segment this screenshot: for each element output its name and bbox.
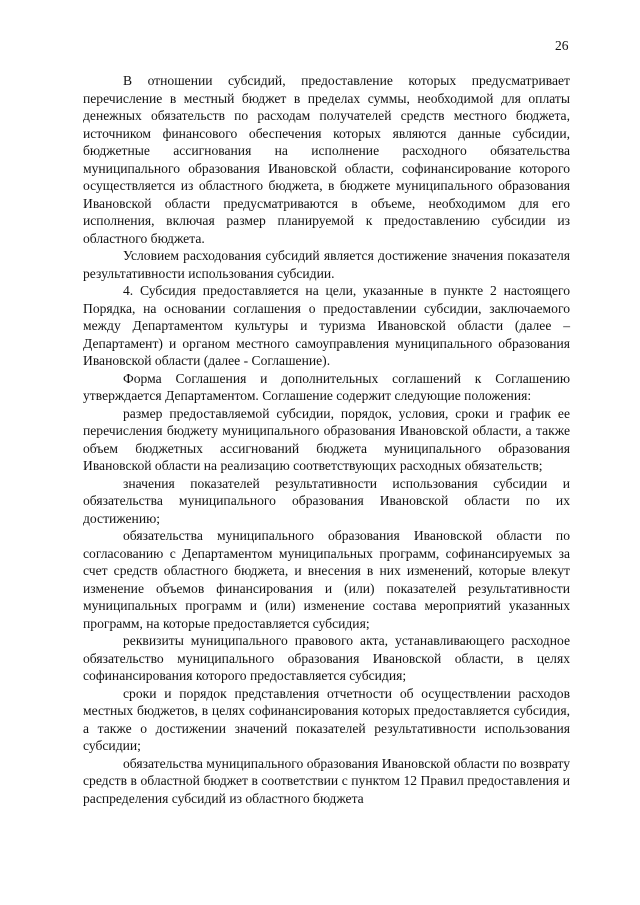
paragraph-reporting: сроки и порядок представления отчетности об осуществлении расходов местных бюджетов, в целях софинансирования которых предоставляется субсидия, а также о достижении значений показателей результативности использования субсидии; [83,685,570,753]
paragraph-spending-condition: Условием расходования субсидий является достижение значения показателя результативности использования субсидии. [83,248,570,281]
paragraph-subsidy-size: размер предоставляемой субсидии, порядок, условия, сроки и график ее перечисления бюджету муниципального образования Ивановской области, а также объем бюджетных ассигнований бюджета муниципального образования Ивановской области на реализацию соответствующих расходных обязательств; [83,405,570,473]
document-body [83,72,570,807]
paragraph-performance-indicators: значения показателей результативности использования субсидии и обязательства муниципального образования Ивановской области по их достижению; [83,475,570,526]
paragraph-legal-act-details: реквизиты муниципального правового акта, устанавливающего расходное обязательство муниципального образования Ивановской области, в целях софинансирования которого предоставляется субсидия; [83,633,570,683]
paragraph-program-approval: обязательства муниципального образования Ивановской области по согласованию с Департаментом муниципальных программ, софинансируемых за счет средств областного бюджета, и внесения в них изменений, которые влекут изменение объемов финансирования и (или) показателей результативности муниципальных программ и (или) изменение состава мероприятий указанных программ, на которые предоставляется субсидия; [83,528,570,631]
paragraph-item-4: 4. Субсидия предоставляется на цели, указанные в пункте 2 настоящего Порядка, на основании соглашения о предоставлении субсидии, заключаемого между Департаментом культуры и туризма Ивановской области (далее – Департамент) и органом местного самоуправления муниципального образования Ивановской области (далее - Соглашение). [83,283,570,368]
paragraph-subsidy-budget: В отношении субсидий, предоставление которых предусматривает перечисление в местный бюджет в пределах суммы, необходимой для оплаты денежных обязательств по расходам получателей средств местного бюджета, источником финансового обеспечения которых являются данные субсидии, бюджетные ассигнования на исполнение расходного обязательства муниципального образования Ивановской области, софинансирование которого осуществляется из областного бюджета, в бюджете муниципального образования Ивановской области предусматриваются в объеме, необходимом для его исполнения, включая размер планируемой к предоставлению субсидии из областного бюджета. [83,73,570,246]
paragraph-return-obligations: обязательства муниципального образования Ивановской области по возврату средств в областной бюджет в соответствии с пунктом 12 Правил предоставления и распределения субсидий из областного бюджета [83,755,570,806]
page-number: 26 [555,38,569,53]
paragraph-agreement-form: Форма Соглашения и дополнительных соглашений к Соглашению утверждается Департаментом. Соглашение содержит следующие положения: [83,370,570,403]
